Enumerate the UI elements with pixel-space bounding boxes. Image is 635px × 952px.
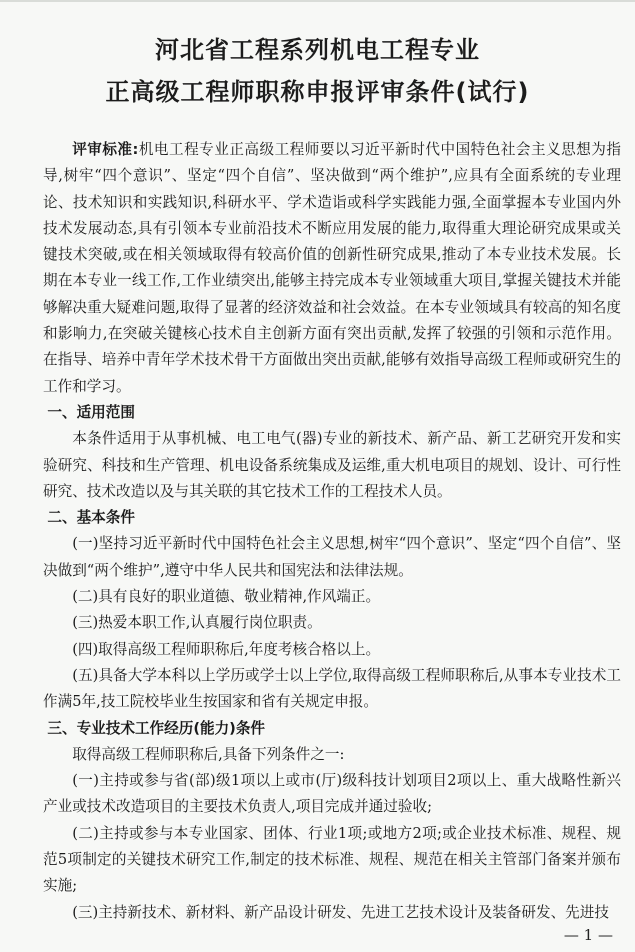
section3-intro: 取得高级工程师职称后,具备下列条件之一: [72,745,345,763]
section3-heading: 三、专业技术工作经历(能力)条件 [47,719,266,737]
section2-item: (二)具有良好的职业道德、敬业精神,作风端正。 [72,588,381,606]
section3-item: (三)主持新技术、新材料、新产品设计研发、先进工艺技术设计及装备研发、先进技 [72,903,609,921]
standard-paragraph [43,137,621,400]
document-title-line2: 正高级工程师职称申报评审条件(试行) [105,78,530,106]
document-title-line1: 河北省工程系列机电工程专业 [155,36,480,64]
section1-heading: 一、适用范围 [47,403,135,421]
section2-item: (五)具备大学本科以上学历或学士以上学位,取得高级工程师职称后,从事本专业技术工作满5年,技工院校毕业生按国家和省有关规定申报。 [43,666,621,711]
section3-item: (二)主持或参与本专业国家、团体、行业1项;或地方2项;或企业技术标准、规程、规范5项制定的关键技术研究工作,制定的技术标准、规程、规范在相关主管部门备案并颁布实施; [43,824,621,895]
section2-item: (四)取得高级工程师职称后,年度考核合格以上。 [72,640,381,658]
page-number: — 1 — [563,926,613,944]
top-rule [0,0,635,2]
document-body [43,137,621,926]
standard-text: 机电工程专业正高级工程师要以习近平新时代中国特色社会主义思想为指导,树牢“四个意识”、坚定“四个自信”、坚决做到“两个维护”,应具有全面系统的专业理论、技术知识和实践知识,科研水平、学术造诣或科学实践能力强,全面掌握本专业国内外技术发展动态,具有引领本专业前沿技术不断应用发展的能力,取得重大理论研究成果或关键技术突破,或在相关领域取得有较高价值的创新性研究成果,推动了本专业技术发展。长期在本专业一线工作,工作业绩突出,能够主持完成本专业领域重大项目,掌握关键技术并能够解决重大疑难问题,取得了显著的经济效益和社会效益。在本专业领域具有较高的知名度和影响力,在突破关键核心技术自主创新方面有突出贡献,发挥了较强的引领和示范作用。在指导、培养中青年学术技术骨干方面做出突出贡献,能够有效指导高级工程师或研究生的工作和学习。 [43,141,621,395]
section1-text: 本条件适用于从事机械、电工电气(器)专业的新技术、新产品、新工艺研究开发和实验研究、科技和生产管理、机电设备系统集成及运维,重大机电项目的规划、设计、可行性研究、技术改造以及与其关联的其它技术工作的工程技术人员。 [43,430,621,500]
section2-item: (一)坚持习近平新时代中国特色社会主义思想,树牢“四个意识”、坚定“四个自信”、坚决做到“两个维护”,遵守中华人民共和国宪法和法律法规。 [43,535,621,579]
section2-heading: 二、基本条件 [47,509,135,527]
section3-item: (一)主持或参与省(部)级1项以上或市(厅)级科技计划项目2项以上、重大战略性新兴产业或技术改造项目的主要技术负责人,项目完成并通过验收; [43,772,621,816]
standard-label: 评审标准: [72,141,139,158]
section2-item: (三)热爱本职工作,认真履行岗位职责。 [72,614,322,632]
